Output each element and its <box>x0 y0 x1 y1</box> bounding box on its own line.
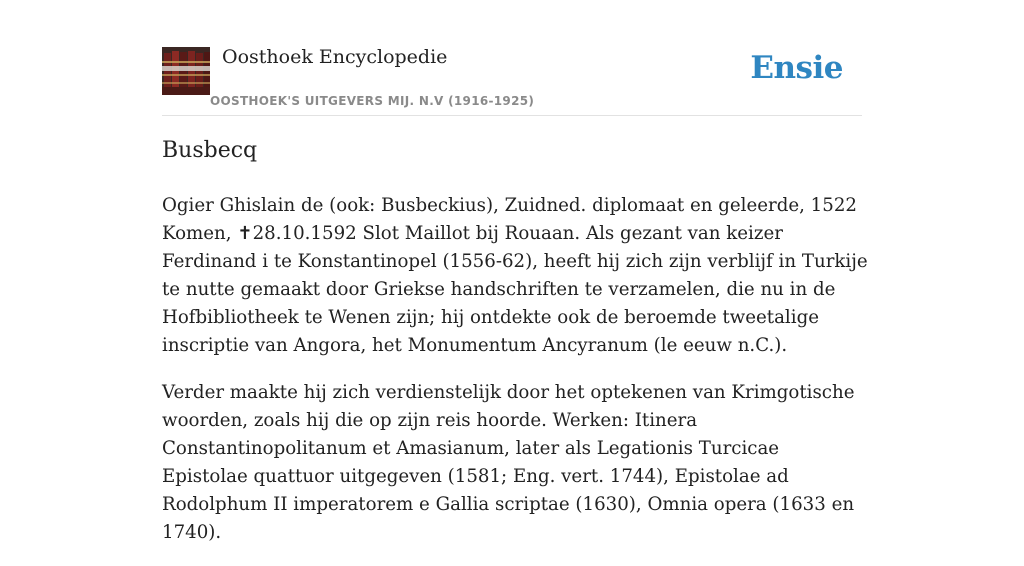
article-title: Busbecq <box>162 138 258 163</box>
ensie-logo[interactable]: Ensie <box>750 50 843 86</box>
publisher-label: OOSTHOEK'S UITGEVERS MIJ. N.V (1916-1925) <box>210 94 535 108</box>
source-title[interactable]: Oosthoek Encyclopedie <box>222 46 448 68</box>
article-paragraph: Ogier Ghislain de (ook: Busbeckius), Zuidned. diplomaat en geleerde, 1522 Komen, ✝28.10.1592 Slot Maillot bij Rouaan. Als gezant van keizer Ferdinand i te Konstantinopel (1556-62), heeft hij zich zijn verblijf in Turkije te nutte gemaakt door Griekse handschriften te verzamelen, die nu in de Hofbibliotheek te Wenen zijn; hij ontdekte ook de beroemde tweetalige inscriptie van Angora, het Monumentum Ancyranum (le eeuw n.C.). <box>162 195 868 356</box>
source-header <box>162 40 862 116</box>
encyclopedia-books-icon[interactable] <box>162 47 210 95</box>
article-body <box>162 192 868 566</box>
article-paragraph: Verder maakte hij zich verdienstelijk door het optekenen van Krimgotische woorden, zoals hij die op zijn reis hoorde. Werken: Itinera Constantinopolitanum et Amasianum, later als Legationis Turcicae Epistolae quattuor uitgegeven (1581; Eng. vert. 1744), Epistolae ad Rodolphum II imperatorem e Gallia scriptae (1630), Omnia opera (1633 en 1740). <box>162 382 855 543</box>
